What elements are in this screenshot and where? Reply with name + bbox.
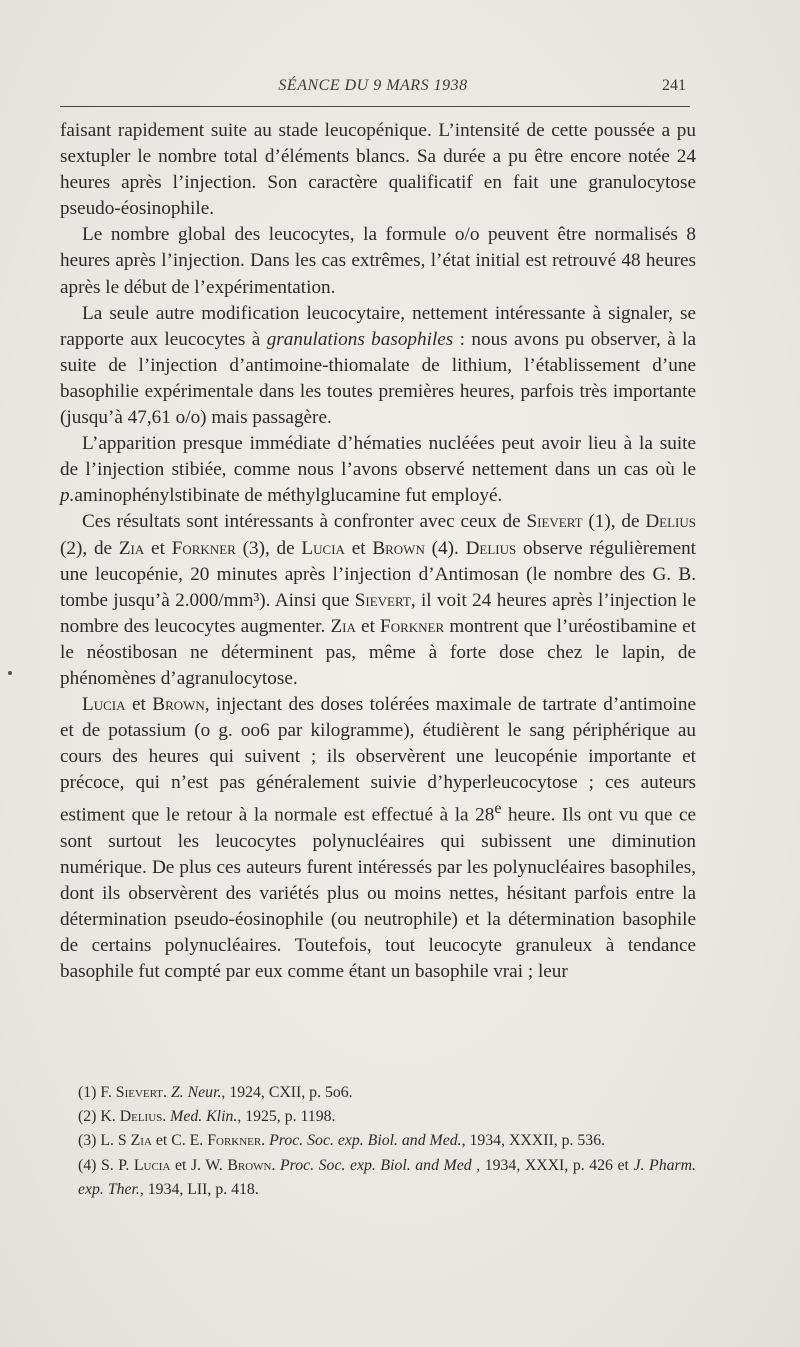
footnote-number: (3) L. S bbox=[78, 1132, 131, 1150]
footnote-mid: et J. W. bbox=[170, 1156, 228, 1174]
author-name: Forkner bbox=[171, 537, 236, 559]
paragraph-3-text: La seule autre modification leucocytaire, nettement intéressante à signaler, se rapporte aux leucocytes à bbox=[60, 302, 696, 350]
footnote-sep: . bbox=[163, 1084, 171, 1101]
author-name: Delius bbox=[465, 537, 517, 559]
footnote-sep: . bbox=[261, 1132, 270, 1150]
footnote-number: (2) K. bbox=[78, 1108, 120, 1126]
footnote-rest: , 1925, p. 1198. bbox=[237, 1108, 336, 1126]
header-rule bbox=[60, 106, 690, 107]
footnote-number: (4) S. P. bbox=[78, 1156, 134, 1174]
footnote-journal: Proc. Soc. exp. Biol. and Med. bbox=[269, 1132, 462, 1150]
text-run: et bbox=[125, 694, 153, 716]
text-run: (3), de bbox=[235, 537, 302, 559]
footnote-rest: , 1924, CXII, p. 5o6. bbox=[221, 1084, 353, 1101]
paragraph-4 bbox=[60, 431, 696, 509]
text-run: heure. Ils ont vu que ce sont surtout les leucocytes polynucléaires qui subissent une diminution numérique. De plus ces auteurs furent intéressés par les polynucléaires basophiles, dont ils observèrent des variétés plus ou moins nettes, hésitant parfois entre la détermination pseudo-éosinophile (ou neutrophile) et la détermination basophile de certains polynucléaires. Toutefois, tout leucocyte granuleux à tendance basophile fut compté par eux comme étant un basophile vrai ; leur bbox=[60, 804, 696, 983]
running-head: SÉANCE DU 9 MARS 1938 bbox=[278, 77, 468, 94]
footnote-rest: , 1934, XXXI, p. 426 et bbox=[471, 1156, 634, 1174]
paragraph-1: faisant rapidement suite au stade leucopénique. L’intensité de cette poussée a pu sextupler le nombre total d’éléments blancs. Sa durée a pu être encore notée 24 heures après l’injection. Son caractère qualificatif en fait une granulocytose pseudo-éosinophile. bbox=[60, 120, 696, 220]
footnote-number: (1) F. bbox=[78, 1084, 116, 1101]
page-number: 241 bbox=[662, 77, 686, 94]
text-run: , injectant des doses tolérées maximale de tartrate d’antimoine et de potassium (o g. oo6 par kilogramme), étudièrent le sang périphérique au cours des heures qui suivent ; ils observèrent une leucopénie importante et précoce, qui n’est pas généralement suivie d’hyperleucocytose ; ces auteurs estiment que le retour à la normale est effectué à la 28 bbox=[60, 694, 696, 826]
text-run: montrent que l’uréostibamine et le néostibosan ne déterminent pas, même à forte dose chez le lapin, de phénomènes d’agranulocytose. bbox=[60, 615, 696, 689]
text-run: (4). bbox=[424, 537, 466, 559]
author-name: Brown bbox=[372, 537, 425, 559]
author-name: Delius bbox=[645, 511, 696, 533]
author-name: Sievert bbox=[354, 589, 411, 611]
footnote-author: Delius bbox=[119, 1108, 163, 1126]
footnote-author: Zia bbox=[130, 1132, 152, 1150]
text-run: et bbox=[344, 537, 373, 559]
author-name: Zia bbox=[330, 615, 356, 637]
footnote-sep: . bbox=[162, 1108, 171, 1126]
footnote-author: Sievert bbox=[115, 1084, 164, 1101]
footnote-3 bbox=[60, 1129, 696, 1153]
footnote-2 bbox=[60, 1105, 696, 1129]
author-name: Forkner bbox=[380, 615, 445, 637]
superscript: e bbox=[494, 800, 502, 818]
paragraph-4-text-end: aminophénylstibinate de méthylglucamine fut employé. bbox=[74, 485, 503, 507]
text-run: observe régulièrement une leucopénie, 20 minutes après l’injection d’Antimosan (le nombre des G. B. tombe jusqu’à 2.000/mm³). Ainsi que bbox=[60, 537, 697, 611]
margin-speck bbox=[8, 671, 12, 675]
footnote-journal: Proc. Soc. exp. Biol. and Med bbox=[280, 1156, 472, 1174]
footnote-rest: , 1934, XXXII, p. 536. bbox=[461, 1132, 606, 1150]
footnote-sep: . bbox=[271, 1156, 281, 1174]
footnote-journal: J. Pharm. exp. Ther. bbox=[78, 1156, 697, 1198]
author-name: Brown bbox=[152, 694, 205, 716]
text-run: (1), de bbox=[582, 511, 646, 533]
paragraph-6 bbox=[60, 692, 696, 985]
author-name: Lucia bbox=[301, 537, 345, 559]
footnote-author: Brown bbox=[227, 1156, 272, 1174]
text-run: et bbox=[144, 537, 172, 559]
footnote-rest: , 1934, LII, p. 418. bbox=[139, 1180, 259, 1198]
paragraph-3 bbox=[60, 301, 696, 431]
text-run: (2), de bbox=[60, 537, 119, 559]
text-run: Ces résultats sont intéressants à confronter avec ceux de bbox=[82, 511, 527, 533]
author-name: Zia bbox=[118, 537, 145, 559]
author-name: Sievert bbox=[526, 511, 583, 533]
body-text bbox=[60, 118, 696, 985]
footnote-author: Lucia bbox=[133, 1156, 171, 1174]
footnote-4 bbox=[60, 1154, 696, 1202]
footnote-author: Forkner bbox=[207, 1132, 262, 1150]
footnote-mid: et C. E. bbox=[151, 1132, 208, 1150]
text-run: et bbox=[355, 615, 381, 637]
footnote-journal: Med. Klin. bbox=[170, 1108, 238, 1126]
paragraph-4-text: L’apparition presque immédiate d’hématies nucléées peut avoir lieu à la suite de l’injection stibiée, comme nous l’avons observé nettement dans un cas où le bbox=[60, 433, 696, 481]
italic-term: granulations basophiles bbox=[266, 328, 454, 350]
paragraph-2: Le nombre global des leucocytes, la formule o/o peuvent être normalisés 8 heures après l’injection. Dans les cas extrêmes, l’état initial est retrouvé 48 heures après le début de l’expérimentation. bbox=[60, 224, 696, 298]
text-run: , il voit 24 heures après l’injection le nombre des leucocytes augmenter. bbox=[60, 589, 696, 637]
paragraph-5 bbox=[60, 509, 696, 692]
footnotes bbox=[60, 1081, 696, 1202]
page-header bbox=[60, 77, 686, 105]
italic-prefix: p. bbox=[60, 485, 75, 507]
author-name: Lucia bbox=[82, 694, 126, 716]
footnote-journal: Z. Neur. bbox=[170, 1084, 222, 1101]
footnote-1 bbox=[60, 1081, 696, 1105]
paragraph-3-text-end: : nous avons pu observer, à la suite de l’injection d’antimoine-thiomalate de lithium, l’établissement d’une basophilie expérimentale dans les toutes premières heures, parfois très importante (jusqu’à 47,61 o/o) mais passagère. bbox=[60, 328, 697, 429]
